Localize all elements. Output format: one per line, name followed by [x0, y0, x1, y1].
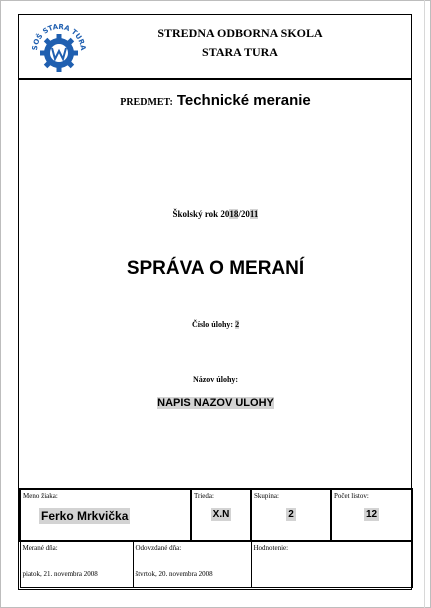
task-number-label: Číslo úlohy:	[191, 320, 234, 329]
sheets-value[interactable]: 12	[365, 509, 378, 520]
submitted-label: Odovzdané dňa:	[135, 544, 182, 552]
group-value[interactable]: 2	[288, 509, 294, 520]
grade-cell	[251, 541, 412, 587]
measured-label: Merané dňa:	[22, 544, 58, 552]
class-label: Trieda:	[194, 492, 214, 500]
task-name-value[interactable]: NAPIS NAZOV ULOHY	[157, 397, 274, 409]
student-cell	[20, 489, 191, 541]
subject-label: PREDMET:	[120, 97, 173, 108]
school-year	[0, 209, 431, 219]
school-logo	[28, 20, 90, 82]
school-name-line2: STARA TURA	[202, 45, 278, 59]
sheets-cell	[331, 489, 412, 541]
task-name-label: Názov úlohy:	[192, 375, 239, 384]
footer-table	[19, 488, 413, 588]
school-year-value[interactable]: 2018/2011	[220, 209, 259, 219]
task-number-value[interactable]: 2	[235, 320, 240, 329]
subject-line	[0, 92, 431, 110]
svg-text:SOŠ STARA TURA: SOŠ STARA TURA	[30, 22, 88, 51]
student-label: Meno žiaka:	[23, 492, 58, 500]
school-year-label: Školský rok	[172, 209, 219, 219]
grade-label: Hodnotenie:	[253, 544, 289, 552]
subject-value[interactable]: Technické meranie	[176, 92, 311, 109]
header-rule	[18, 78, 412, 80]
school-name-line1: STREDNA ODBORNA SKOLA	[157, 26, 323, 40]
class-value[interactable]: X.N	[212, 509, 230, 520]
submitted-cell	[133, 541, 251, 587]
submitted-value[interactable]: štvrtok, 20. novembra 2008	[135, 570, 213, 578]
group-cell	[251, 489, 331, 541]
group-label: Skupina:	[254, 492, 279, 500]
task-number	[0, 320, 431, 329]
report-title: SPRÁVA O MERANÍ	[126, 258, 305, 279]
task-name-line	[0, 397, 431, 409]
measured-value[interactable]: piatok, 21. novembra 2008	[22, 570, 98, 578]
measured-cell	[20, 541, 133, 587]
sheets-label: Počet listov:	[334, 492, 369, 500]
class-cell	[191, 489, 251, 541]
student-value[interactable]: Ferko Mrkvička	[41, 509, 129, 523]
